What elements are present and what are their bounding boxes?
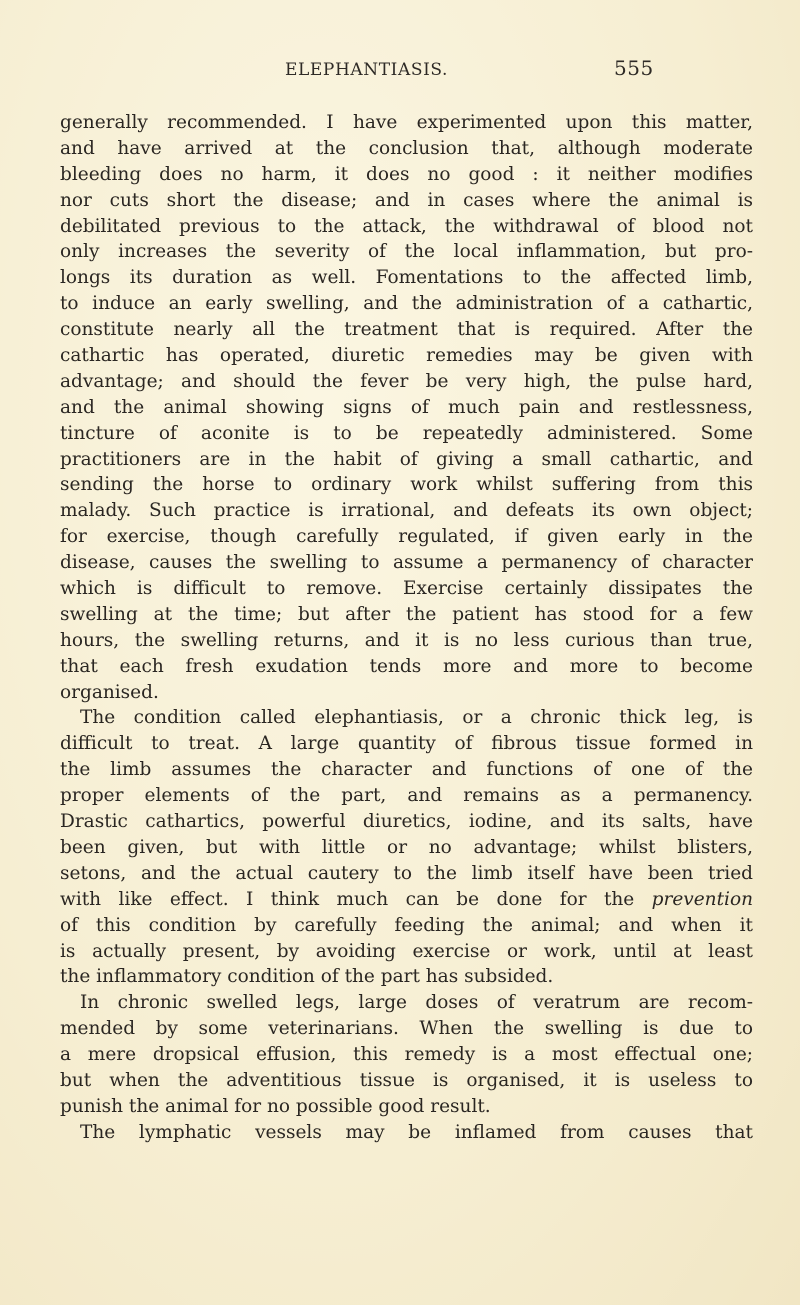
page-number: 555 [614, 56, 654, 80]
text-line: with like effect. I think much can be done for the prevention [60, 888, 753, 910]
text-line: tincture of aconite is to be repeatedly administered. Some [60, 422, 753, 444]
text-line: been given, but with little or no advantage; whilst blisters, [60, 836, 753, 858]
text-line: The condition called elephantiasis, or a chronic thick leg, is [80, 707, 753, 729]
text-line: bleeding does no harm, it does no good : it neither modifies [60, 163, 753, 185]
text-line: setons, and the actual cautery to the limb itself have been tried [60, 862, 753, 884]
text-line: disease, causes the swelling to assume a permanency of character [60, 552, 753, 574]
text-line: cathartic has operated, diuretic remedies may be given with [60, 345, 753, 367]
text-line: practitioners are in the habit of giving a small cathartic, and [60, 448, 753, 470]
text-line: debilitated previous to the attack, the withdrawal of blood not [60, 215, 753, 237]
text-line: advantage; and should the fever be very high, the pulse hard, [60, 370, 753, 392]
text-line: which is difficult to remove. Exercise certainly dissipates the [60, 578, 753, 600]
body-text [60, 110, 753, 1146]
text-line: organised. [60, 681, 159, 703]
text-line: The lymphatic vessels may be inflamed from causes that [80, 1121, 753, 1143]
text-line: punish the animal for no possible good result. [60, 1095, 491, 1117]
running-title: ELEPHANTIASIS. [285, 60, 449, 80]
text-line: only increases the severity of the local inflammation, but pro- [60, 241, 753, 263]
text-line: and have arrived at the conclusion that, although moderate [60, 137, 753, 159]
text-line: generally recommended. I have experimented upon this matter, [60, 112, 753, 133]
text-line: of this condition by carefully feeding the animal; and when it [60, 914, 753, 936]
text-line: proper elements of the part, and remains as a permanency. [60, 785, 753, 807]
text-line: the inflammatory condition of the part has subsided. [60, 966, 554, 988]
text-line: that each fresh exudation tends more and more to become [60, 655, 753, 677]
running-head [0, 56, 800, 86]
text-line: In chronic swelled legs, large doses of veratrum are recom- [80, 992, 753, 1014]
text-line: the limb assumes the character and functions of one of the [60, 759, 753, 781]
text-line: is actually present, by avoiding exercise or work, until at least [60, 940, 753, 962]
text-line: swelling at the time; but after the patient has stood for a few [60, 603, 753, 625]
text-line: longs its duration as well. Fomentations to the affected limb, [60, 267, 753, 289]
text-line: hours, the swelling returns, and it is no less curious than true, [60, 629, 753, 651]
text-line: to induce an early swelling, and the administration of a cathartic, [60, 293, 753, 315]
text-line: Drastic cathartics, powerful diuretics, iodine, and its salts, have [60, 811, 753, 833]
text-line: for exercise, though carefully regulated, if given early in the [60, 526, 753, 548]
text-line: and the animal showing signs of much pain and restlessness, [60, 396, 753, 418]
text-line: nor cuts short the disease; and in cases where the animal is [60, 189, 753, 211]
text-line: difficult to treat. A large quantity of fibrous tissue formed in [60, 733, 753, 755]
text-line: constitute nearly all the treatment that is required. After the [60, 319, 753, 341]
text-line: but when the adventitious tissue is organised, it is useless to [60, 1069, 753, 1091]
italic-emphasis: prevention [651, 888, 753, 910]
text-line: malady. Such practice is irrational, and defeats its own object; [60, 500, 753, 522]
text-line: sending the horse to ordinary work whilst suffering from this [60, 474, 753, 496]
text-line: mended by some veterinarians. When the swelling is due to [60, 1018, 753, 1040]
text-line: a mere dropsical effusion, this remedy is a most effectual one; [60, 1044, 753, 1066]
